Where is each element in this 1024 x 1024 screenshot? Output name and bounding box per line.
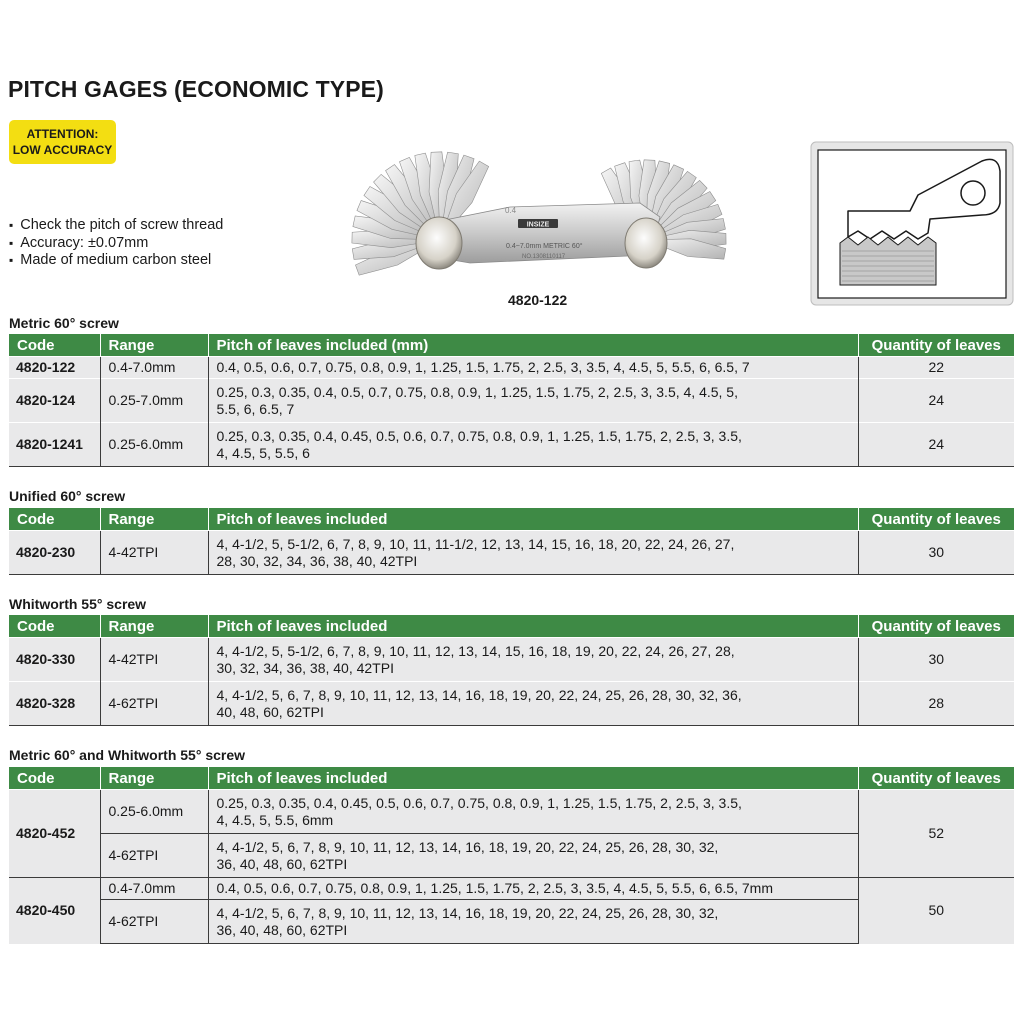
header-range: Range (100, 508, 208, 531)
thread-gauge-diagram (810, 141, 1014, 306)
table-row (9, 878, 1014, 900)
header-pitch: Pitch of leaves included (mm) (208, 334, 858, 357)
section-title-metric: Metric 60° screw (9, 315, 119, 331)
range-cell: 4-62TPI (100, 900, 208, 944)
quantity-cell: 52 (858, 790, 1014, 878)
section-title-whitworth: Whitworth 55° screw (9, 596, 147, 612)
header-quantity: Quantity of leaves (858, 615, 1014, 638)
header-quantity: Quantity of leaves (858, 334, 1014, 357)
code-cell: 4820-1241 (9, 423, 100, 467)
code-cell: 4820-452 (9, 790, 100, 878)
section-title-combined: Metric 60° and Whitworth 55° screw (9, 747, 246, 763)
leaf-marking: 0.4 (505, 206, 517, 215)
page-title: PITCH GAGES (ECONOMIC TYPE) (8, 76, 384, 102)
attention-badge (9, 120, 116, 164)
table-header-row (9, 334, 1014, 357)
code-cell: 4820-450 (9, 878, 100, 944)
pitch-cell: 4, 4-1/2, 5, 5-1/2, 6, 7, 8, 9, 10, 11, 11-1/2, 12, 13, 14, 15, 16, 18, 20, 22, 24, 26, 27, 28, 30, 32, 34, 36, 38, 40, 42TPI (208, 531, 858, 575)
range-cell: 0.25-6.0mm (100, 423, 208, 467)
range-cell: 0.4-7.0mm (100, 357, 208, 379)
code-cell: 4820-124 (9, 379, 100, 423)
code-cell: 4820-330 (9, 638, 100, 682)
header-pitch: Pitch of leaves included (208, 508, 858, 531)
feature-item: ▪ Made of medium carbon steel (9, 252, 223, 270)
code-cell: 4820-328 (9, 682, 100, 726)
metric-screw-table (9, 334, 1014, 467)
brand-logo-text: INSIZE (526, 221, 550, 229)
gauge-hole (961, 181, 985, 205)
section-title-unified: Unified 60° screw (9, 488, 126, 504)
combined-screw-table (9, 767, 1014, 944)
engraving-serial: NO.1308110117 (522, 254, 566, 260)
table-header-row (9, 767, 1014, 790)
table-row (9, 357, 1014, 379)
range-cell: 0.4-7.0mm (100, 878, 208, 900)
table-header-row (9, 615, 1014, 638)
code-cell: 4820-122 (9, 357, 100, 379)
left-knob (416, 217, 462, 269)
quantity-cell: 50 (858, 878, 1014, 944)
header-code: Code (9, 334, 100, 357)
quantity-cell: 22 (858, 357, 1014, 379)
right-knob (625, 218, 667, 268)
product-image-caption: 4820-122 (508, 292, 568, 308)
header-code: Code (9, 615, 100, 638)
pitch-cell: 0.25, 0.3, 0.35, 0.4, 0.45, 0.5, 0.6, 0.7, 0.75, 0.8, 0.9, 1, 1.25, 1.5, 1.75, 2, 2.5, 3, 3.5, 4, 4.5, 5, 5.5, 6 (208, 423, 858, 467)
range-cell: 4-42TPI (100, 531, 208, 575)
range-cell: 4-42TPI (100, 638, 208, 682)
pitch-cell: 0.25, 0.3, 0.35, 0.4, 0.45, 0.5, 0.6, 0.7, 0.75, 0.8, 0.9, 1, 1.25, 1.5, 1.75, 2, 2.5, 3, 3.5, 4, 4.5, 5, 5.5, 6mm (208, 790, 858, 834)
pitch-cell: 0.4, 0.5, 0.6, 0.7, 0.75, 0.8, 0.9, 1, 1.25, 1.5, 1.75, 2, 2.5, 3, 3.5, 4, 4.5, 5, 5.5, 6, 6.5, 7 (208, 357, 858, 379)
table-row (9, 682, 1014, 726)
table-row (9, 379, 1014, 423)
header-range: Range (100, 767, 208, 790)
range-cell: 0.25-7.0mm (100, 379, 208, 423)
range-cell: 4-62TPI (100, 834, 208, 878)
pitch-cell: 4, 4-1/2, 5, 6, 7, 8, 9, 10, 11, 12, 13, 14, 16, 18, 19, 20, 22, 24, 25, 26, 28, 30, 32, 36, 40, 48, 60, 62TPI (208, 900, 858, 944)
unified-screw-table (9, 508, 1014, 575)
quantity-cell: 24 (858, 379, 1014, 423)
feature-list (9, 217, 223, 270)
table-header-row (9, 508, 1014, 531)
feature-item: ▪ Accuracy: ±0.07mm (9, 235, 223, 253)
header-range: Range (100, 334, 208, 357)
pitch-cell: 0.25, 0.3, 0.35, 0.4, 0.5, 0.7, 0.75, 0.8, 0.9, 1, 1.25, 1.5, 1.75, 2, 2.5, 3, 3.5, 4, 4.5, 5, 5.5, 6, 6.5, 7 (208, 379, 858, 423)
table-row (9, 638, 1014, 682)
low-accuracy-label: LOW ACCURACY (12, 143, 113, 157)
header-pitch: Pitch of leaves included (208, 767, 858, 790)
attention-label: ATTENTION: (26, 127, 99, 141)
header-quantity: Quantity of leaves (858, 508, 1014, 531)
table-row (9, 531, 1014, 575)
quantity-cell: 28 (858, 682, 1014, 726)
range-cell: 4-62TPI (100, 682, 208, 726)
header-code: Code (9, 508, 100, 531)
header-range: Range (100, 615, 208, 638)
header-pitch: Pitch of leaves included (208, 615, 858, 638)
whitworth-screw-table (9, 615, 1014, 726)
header-quantity: Quantity of leaves (858, 767, 1014, 790)
pitch-cell: 4, 4-1/2, 5, 6, 7, 8, 9, 10, 11, 12, 13, 14, 16, 18, 19, 20, 22, 24, 25, 26, 28, 30, 32, 36, 40, 48, 60, 62TPI (208, 834, 858, 878)
engraving-range: 0.4~7.0mm METRIC 60° (506, 243, 583, 250)
table-row (9, 790, 1014, 834)
range-cell: 0.25-6.0mm (100, 790, 208, 834)
pitch-gage-product-image (340, 135, 750, 295)
quantity-cell: 30 (858, 531, 1014, 575)
pitch-cell: 0.4, 0.5, 0.6, 0.7, 0.75, 0.8, 0.9, 1, 1.25, 1.5, 1.75, 2, 2.5, 3, 3.5, 4, 4.5, 5, 5.5, 6, 6.5, 7mm (208, 878, 858, 900)
pitch-cell: 4, 4-1/2, 5, 5-1/2, 6, 7, 8, 9, 10, 11, 12, 13, 14, 15, 16, 18, 19, 20, 22, 24, 26, 27, 28, 30, 32, 34, 36, 38, 40, 42TPI (208, 638, 858, 682)
quantity-cell: 24 (858, 423, 1014, 467)
code-cell: 4820-230 (9, 531, 100, 575)
header-code: Code (9, 767, 100, 790)
feature-item: ▪ Check the pitch of screw thread (9, 217, 223, 235)
quantity-cell: 30 (858, 638, 1014, 682)
table-row (9, 423, 1014, 467)
pitch-cell: 4, 4-1/2, 5, 6, 7, 8, 9, 10, 11, 12, 13, 14, 16, 18, 19, 20, 22, 24, 25, 26, 28, 30, 32, 36, 40, 48, 60, 62TPI (208, 682, 858, 726)
